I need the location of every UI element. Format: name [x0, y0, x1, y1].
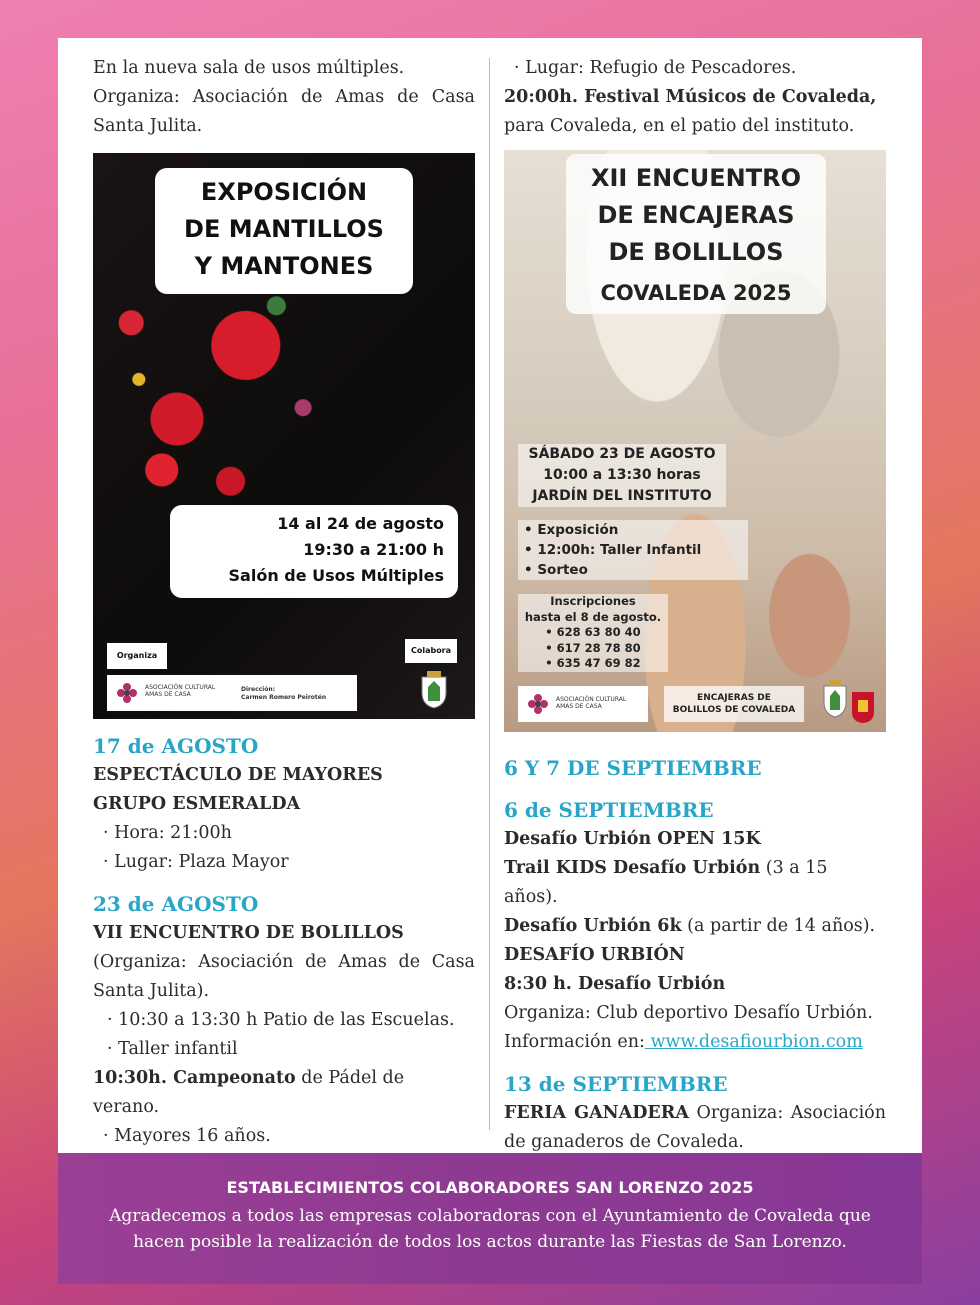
insc-line: • 635 47 69 82 — [545, 656, 641, 670]
sponsor-strip — [107, 675, 357, 711]
dir-line: Dirección: — [241, 686, 276, 693]
coat-of-arms-icon — [822, 678, 848, 718]
event-line: · 10:30 a 13:30 h Patio de las Escuelas. — [107, 1010, 455, 1030]
column-divider — [489, 58, 490, 1130]
organiza-label: Organiza — [107, 643, 167, 669]
sponsor-logo — [518, 686, 648, 722]
band-title: ESTABLECIMIENTOS COLABORADORES SAN LORENZO 2025 — [226, 1178, 754, 1197]
intro-line: Organiza: Asociación de Amas de Casa Santa Julita. — [93, 87, 475, 136]
info-line — [504, 1028, 886, 1057]
band-text: Agradecemos a todos las empresas colaboradoras con el Ayuntamiento de Covaleda que hacen posible la realización de todos los actos durante las Fiestas de San Lorenzo. — [109, 1206, 871, 1252]
poster-info-line: 14 al 24 de agosto — [277, 514, 444, 533]
collaborators-band — [58, 1153, 922, 1284]
padel-bold: 10:30h. Campeonato — [93, 1068, 296, 1088]
event-line: 8:30 h. Desafío Urbión — [504, 974, 726, 994]
when-line: JARDÍN DEL INSTITUTO — [532, 488, 712, 504]
event-17-agosto — [93, 731, 475, 877]
event-date: 23 de AGOSTO — [93, 892, 259, 916]
poster-info-line: 19:30 a 21:00 h — [303, 540, 444, 559]
desafio-urbion-link[interactable]: www.desafiourbion.com — [644, 1032, 863, 1052]
flower-logo-icon — [115, 681, 139, 705]
poster-title-line: XII ENCUENTRO — [590, 164, 802, 192]
poster-title-line: EXPOSICIÓN — [200, 178, 368, 206]
event-23-agosto — [93, 889, 475, 1151]
poster-when — [518, 444, 726, 507]
encaj-line: ENCAJERAS DE — [697, 693, 771, 703]
intro-line: · Lugar: Refugio de Pescadores. — [514, 58, 797, 78]
feria-rest: Organiza: Asociación de ganaderos de Covaleda. — [504, 1103, 886, 1152]
insc-line: Inscripciones — [550, 594, 636, 608]
right-intro — [504, 54, 886, 141]
event-line: · Hora: 21:00h — [103, 823, 232, 843]
poster-inscripciones — [518, 594, 668, 672]
insc-line: • 628 63 80 40 — [545, 625, 641, 639]
poster-title-line: DE MANTILLOS — [184, 215, 384, 243]
event-line-bold: Desafío Urbión 6k — [504, 916, 682, 936]
event-line-rest: (a partir de 14 años). — [681, 916, 876, 936]
program-page — [58, 38, 922, 1284]
coat-of-arms-icon — [419, 669, 449, 709]
poster-encuentro-encajeras — [504, 150, 886, 732]
event-line: · Taller infantil — [107, 1039, 238, 1059]
insc-line: • 617 28 78 80 — [545, 640, 641, 655]
encaj-line: BOLILLOS DE COVALEDA — [672, 705, 796, 715]
event-date: 17 de AGOSTO — [93, 734, 259, 758]
assoc-name — [145, 684, 215, 698]
prog-line: • 12:00h: Taller Infantil — [524, 542, 702, 558]
padel-rest: de Pádel de verano. — [93, 1068, 405, 1117]
event-line: · Lugar: Plaza Mayor — [103, 852, 289, 872]
assoc-line: AMAS DE CASA — [556, 703, 602, 710]
direction-credit — [241, 686, 326, 702]
poster-info — [170, 505, 458, 598]
assoc-line: ASOCIACIÓN CULTURAL — [145, 684, 216, 691]
prog-line: • Sorteo — [524, 562, 588, 578]
event-line: Desafío Urbión OPEN 15K — [504, 829, 761, 849]
dir-line: Carmen Romero Peirotén — [241, 694, 327, 701]
poster-program — [518, 520, 748, 580]
event-line: VII ENCUENTRO DE BOLILLOS — [93, 923, 404, 943]
intro-line: para Covaleda, en el patio del instituto. — [504, 116, 855, 136]
heading-6-7-septiembre: 6 Y 7 DE SEPTIEMBRE — [504, 756, 762, 780]
poster-title-line: DE BOLILLOS — [608, 238, 784, 266]
insc-line: hasta el 8 de agosto. — [524, 609, 662, 624]
when-line: SÁBADO 23 DE AGOSTO — [528, 446, 716, 462]
padel-line — [93, 1064, 475, 1122]
prog-line: • Exposición — [524, 522, 619, 538]
event-line: ESPECTÁCULO DE MAYORES — [93, 765, 383, 785]
event-date: 6 de SEPTIEMBRE — [504, 798, 714, 822]
assoc-line: ASOCIACIÓN CULTURAL — [556, 696, 627, 703]
event-line — [504, 912, 886, 941]
poster-exposicion-mantillos — [93, 153, 475, 719]
event-line: (Organiza: Asociación de Amas de Casa Santa Julita). — [93, 952, 475, 1001]
poster-title-line: DE ENCAJERAS — [597, 201, 795, 229]
flower-logo-icon — [526, 692, 550, 716]
event-date: 13 de SEPTIEMBRE — [504, 1072, 728, 1096]
colabora-label: Colabora — [405, 639, 457, 663]
poster-title — [155, 168, 413, 294]
feria-line — [504, 1099, 886, 1157]
left-intro — [93, 54, 475, 141]
event-line: Organiza: Club deportivo Desafío Urbión. — [504, 1003, 873, 1023]
encajeras-label — [664, 686, 804, 722]
poster-year: COVALEDA 2025 — [600, 281, 792, 305]
event-line-rest: (3 a 15 años). — [504, 858, 828, 907]
event-line: DESAFÍO URBIÓN — [504, 945, 685, 965]
intro-line: En la nueva sala de usos múltiples. — [93, 58, 405, 78]
event-line — [504, 854, 886, 912]
intro-line: 20:00h. Festival Músicos de Covaleda, — [504, 87, 877, 107]
when-line: 10:00 a 13:30 horas — [543, 467, 701, 483]
poster-info-line: Salón de Usos Múltiples — [228, 566, 444, 585]
event-line: GRUPO ESMERALDA — [93, 794, 301, 814]
feria-bold: FERIA GANADERA — [504, 1103, 689, 1123]
assoc-line: AMAS DE CASA — [145, 691, 191, 698]
castile-flag-icon — [850, 690, 876, 724]
event-line-bold: Trail KIDS Desafío Urbión — [504, 858, 761, 878]
event-line: · Mayores 16 años. — [103, 1126, 271, 1146]
poster-title-line: Y MANTONES — [194, 252, 374, 280]
poster-title — [566, 154, 826, 314]
assoc-name — [556, 696, 626, 710]
info-label: Información en: — [504, 1032, 645, 1052]
